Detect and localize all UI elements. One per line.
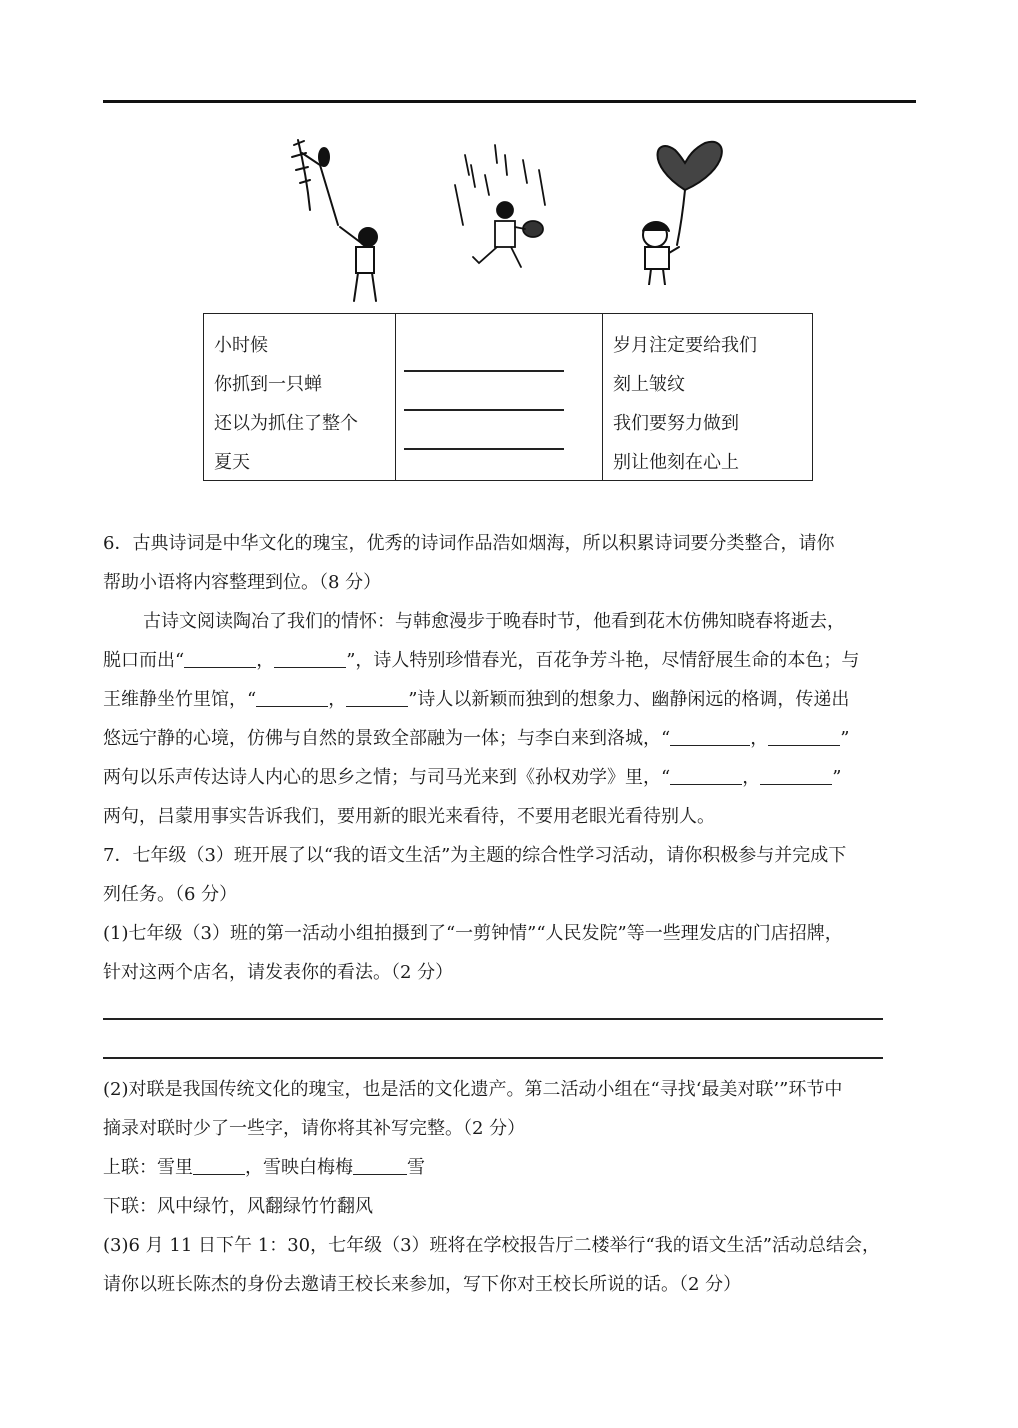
q6-text: 悠远宁静的心境，仿佛与自然的景致全部融为一体；与李白来到洛城，“ <box>103 728 671 749</box>
q7-sub1-answer-line[interactable] <box>103 1057 883 1059</box>
q6-text: ， <box>328 689 347 710</box>
q6-text: ” <box>840 728 850 749</box>
q7-stem-line: 列任务。（6 分） <box>103 884 238 905</box>
q7-sub2-line: 摘录对联时少了一些字，请你将其补写完整。（2 分） <box>103 1118 526 1139</box>
q7-sub3-line: (3)6 月 11 日下午 1：30，七年级（3）班将在学校报告厅二楼举行“我的语文生活”活动总结会， <box>103 1235 880 1256</box>
q6-text: ”诗人以新颖而独到的想象力、幽静闲远的格调，传递出 <box>408 689 850 710</box>
couplet-text: 上联：雪里 <box>103 1157 193 1178</box>
poem-table <box>203 313 813 481</box>
poem-right-line: 刻上皱纹 <box>613 374 685 395</box>
q6-blank[interactable] <box>768 727 840 746</box>
q6-blank[interactable] <box>256 688 328 707</box>
boy-catching-cicada-icon <box>280 135 390 305</box>
q6-blank[interactable] <box>670 727 750 746</box>
poem-answer-blank[interactable] <box>404 370 564 372</box>
poem-right-line: 我们要努力做到 <box>613 413 739 434</box>
q6-text: 脱口而出“ <box>103 650 185 671</box>
poem-left-line: 还以为抓住了整个 <box>214 413 358 434</box>
q7-sub2-line: (2)对联是我国传统文化的瑰宝，也是活的文化遗产。第二活动小组在“寻找‘最美对联’”环节中 <box>103 1079 843 1100</box>
q6-stem-line: 6．古典诗词是中华文化的瑰宝，优秀的诗词作品浩如烟海，所以积累诗词要分类整合，请你 <box>103 533 835 554</box>
poem-left-line: 你抓到一只蝉 <box>214 374 322 395</box>
q7-sub3-line: 请你以班长陈杰的身份去邀请王校长来参加，写下你对王校长所说的话。（2 分） <box>103 1274 742 1295</box>
poem-blank-column[interactable] <box>396 314 603 480</box>
q7-stem-line: 7．七年级（3）班开展了以“我的语文生活”为主题的综合性学习活动，请你积极参与并完成下 <box>103 845 847 866</box>
q7-sub1-line: 针对这两个店名，请发表你的看法。（2 分） <box>103 962 454 983</box>
q7-sub1-answer-line[interactable] <box>103 1018 883 1020</box>
q6-blank[interactable] <box>760 766 832 785</box>
q6-blank[interactable] <box>274 649 346 668</box>
q6-text: 两句以乐声传达诗人内心的思乡之情；与司马光来到《孙权劝学》里，“ <box>103 767 671 788</box>
poem-left-line: 夏天 <box>214 452 250 473</box>
girl-with-heart-balloon-icon <box>625 135 745 285</box>
q6-text: ， <box>742 767 761 788</box>
q6-paragraph-line <box>103 641 918 680</box>
q6-text: 王维静坐竹里馆，“ <box>103 689 257 710</box>
q6-blank[interactable] <box>184 649 256 668</box>
couplet-lower-line: 下联：风中绿竹，风翻绿竹竹翻风 <box>103 1196 373 1217</box>
poem-answer-blank[interactable] <box>404 448 564 450</box>
header-rule <box>103 100 916 103</box>
q6-text: ” <box>832 767 842 788</box>
poem-left-column <box>204 314 396 480</box>
poem-right-line: 岁月注定要给我们 <box>613 335 757 356</box>
couplet-blank[interactable] <box>353 1156 407 1175</box>
q6-text: ， <box>750 728 769 749</box>
q6-paragraph-line: 两句，吕蒙用事实告诉我们，要用新的眼光来看待，不要用老眼光看待别人。 <box>103 806 715 827</box>
q6-blank[interactable] <box>670 766 742 785</box>
couplet-blank[interactable] <box>193 1156 245 1175</box>
couplet-text: ，雪映白梅梅 <box>245 1157 353 1178</box>
poem-answer-blank[interactable] <box>404 409 564 411</box>
poem-right-column <box>603 314 812 480</box>
q6-stem-line: 帮助小语将内容整理到位。（8 分） <box>103 572 382 593</box>
q6-blank[interactable] <box>346 688 408 707</box>
couplet-text: 雪 <box>407 1157 425 1178</box>
q6-paragraph-line <box>103 758 918 797</box>
q7-sub1-line: (1)七年级（3）班的第一活动小组拍摄到了“一剪钟情”“人民发院”等一些理发店的门店招牌， <box>103 923 843 944</box>
poem-right-line: 别让他刻在心上 <box>613 452 739 473</box>
poem-left-line: 小时候 <box>214 335 268 356</box>
q6-paragraph-line: 古诗文阅读陶冶了我们的情怀：与韩愈漫步于晚春时节，他看到花木仿佛知晓春将逝去， <box>143 611 845 632</box>
couplet-upper-line <box>103 1148 918 1187</box>
q6-text: ”，诗人特别珍惜春光，百花争芳斗艳，尽情舒展生命的本色；与 <box>346 650 860 671</box>
q6-paragraph-line <box>103 680 918 719</box>
q6-text: ， <box>256 650 275 671</box>
boy-running-in-rain-icon <box>445 135 555 275</box>
q6-paragraph-line <box>103 719 918 758</box>
